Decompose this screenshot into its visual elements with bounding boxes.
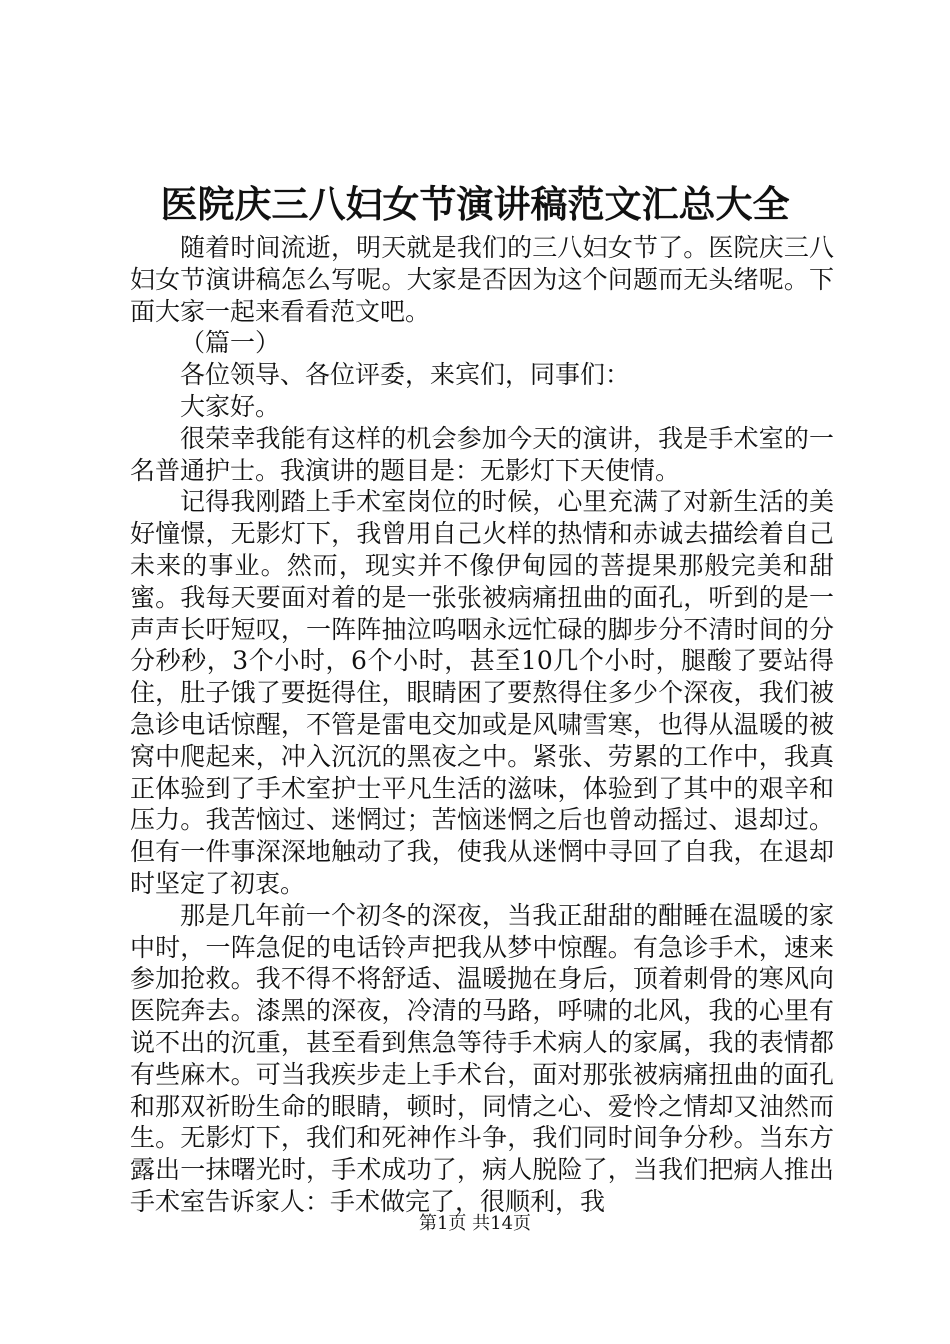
paragraph-intro: 随着时间流逝，明天就是我们的三八妇女节了。医院庆三八妇女节演讲稿怎么写呢。大家是否因为这个问题而无头绪呢。下面大家一起来看看范文吧。 xyxy=(130,233,834,326)
paragraph-memory: 记得我刚踏上手术室岗位的时候，心里充满了对新生活的美好憧憬，无影灯下，我曾用自己火样的热情和赤诚去描绘着自己未来的事业。然而，现实并不像伊甸园的菩提果那般完美和甜蜜。我每天要面对着的是一张张被病痛扭曲的面孔，听到的是一声声长吁短叹，一阵阵抽泣呜咽永远忙碌的脚步分不清时间的分分秒秒，3个小时，6个小时，甚至10几个小时，腿酸了要站得住，肚子饿了要挺得住，眼睛困了要熬得住多少个深夜，我们被急诊电话惊醒，不管是雷电交加或是风啸雪寒，也得从温暖的被窝中爬起来，冲入沉沉的黑夜之中。紧张、劳累的工作中，我真正体验到了手术室护士平凡生活的滋味，体验到了其中的艰辛和压力。我苦恼过、迷惘过；苦恼迷惘之后也曾动摇过、退却过。但有一件事深深地触动了我，使我从迷惘中寻回了自我，在退却时坚定了初衷。 xyxy=(130,487,834,898)
paragraph-section-label: （篇一） xyxy=(180,328,281,358)
page-number-footer: 第1页 共14页 xyxy=(418,1213,532,1234)
paragraph-salutation: 各位领导、各位评委，来宾们，同事们： xyxy=(180,360,631,390)
paragraph-greeting: 大家好。 xyxy=(180,391,281,421)
paragraph-night-story: 那是几年前一个初冬的深夜，当我正甜甜的酣睡在温暖的家中时，一阵急促的电话铃声把我从梦中惊醒。有急诊手术，速来参加抢救。我不得不将舒适、温暖抛在身后，顶着刺骨的寒风向医院奔去。漆黑的深夜，冷清的马路，呼啸的北风，我的心里有说不出的沉重，甚至看到焦急等待手术病人的家属，我的表情都有些麻木。可当我疾步走上手术台，面对那张被病痛扭曲的面孔和那双祈盼生命的眼睛，顿时，同情之心、爱怜之情却又油然而生。无影灯下，我们和死神作斗争，我们同时间争分秒。当东方露出一抹曙光时，手术成功了，病人脱险了，当我们把病人推出手术室告诉家人：手术做完了，很顺利，我 xyxy=(130,900,834,1216)
paragraph-self-intro: 很荣幸我能有这样的机会参加今天的演讲，我是手术室的一名普通护士。我演讲的题目是：无影灯下天使情。 xyxy=(130,423,834,485)
document-body xyxy=(130,232,834,1218)
document-title: 医院庆三八妇女节演讲稿范文汇总大全 xyxy=(160,182,790,226)
